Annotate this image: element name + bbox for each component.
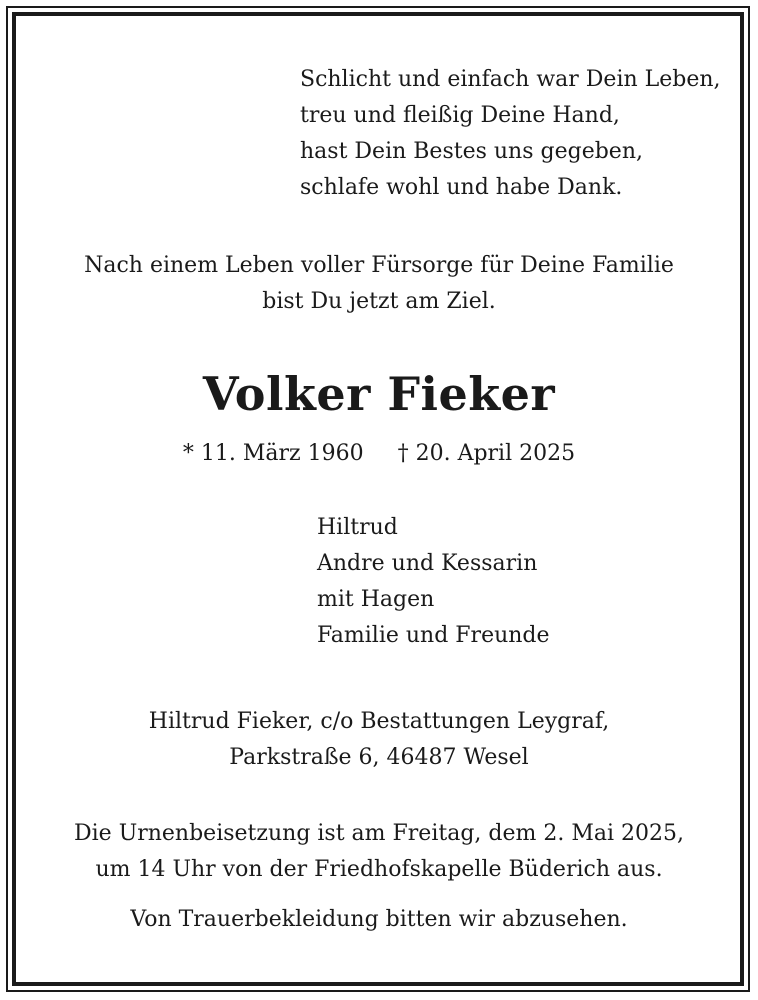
poem-line: hast Dein Bestes uns gegeben, <box>300 139 643 164</box>
contact-address <box>0 704 758 776</box>
mourner: Hiltrud <box>317 515 398 540</box>
address-line: Hiltrud Fieker, c/o Bestattungen Leygraf, <box>148 709 610 734</box>
poem-line: Schlicht und einfach war Dein Leben, <box>300 67 721 92</box>
mourner: Familie und Freunde <box>317 623 550 648</box>
life-dates <box>0 436 758 472</box>
mourner: Andre und Kessarin <box>317 551 538 576</box>
service-line: Die Urnenbeisetzung ist am Freitag, dem 2. Mai 2025, <box>74 821 684 846</box>
intro-text <box>0 248 758 320</box>
service-line: um 14 Uhr von der Friedhofskapelle Büderich aus. <box>95 857 663 882</box>
mourner: mit Hagen <box>317 587 435 612</box>
intro-line: bist Du jetzt am Ziel. <box>262 289 496 314</box>
poem-line: treu und fleißig Deine Hand, <box>300 103 620 128</box>
birth-date: * 11. März 1960 <box>182 441 364 466</box>
intro-line: Nach einem Leben voller Fürsorge für Deine Familie <box>84 253 674 278</box>
address-line: Parkstraße 6, 46487 Wesel <box>229 745 529 770</box>
mourners-list <box>317 510 550 654</box>
poem <box>300 62 721 206</box>
service-info <box>0 816 758 888</box>
poem-line: schlafe wohl und habe Dank. <box>300 175 623 200</box>
clothing-note: Von Trauerbekleidung bitten wir abzusehen. <box>130 907 628 932</box>
death-date: † 20. April 2025 <box>397 441 576 466</box>
deceased-name: Volker Fieker <box>202 367 556 421</box>
